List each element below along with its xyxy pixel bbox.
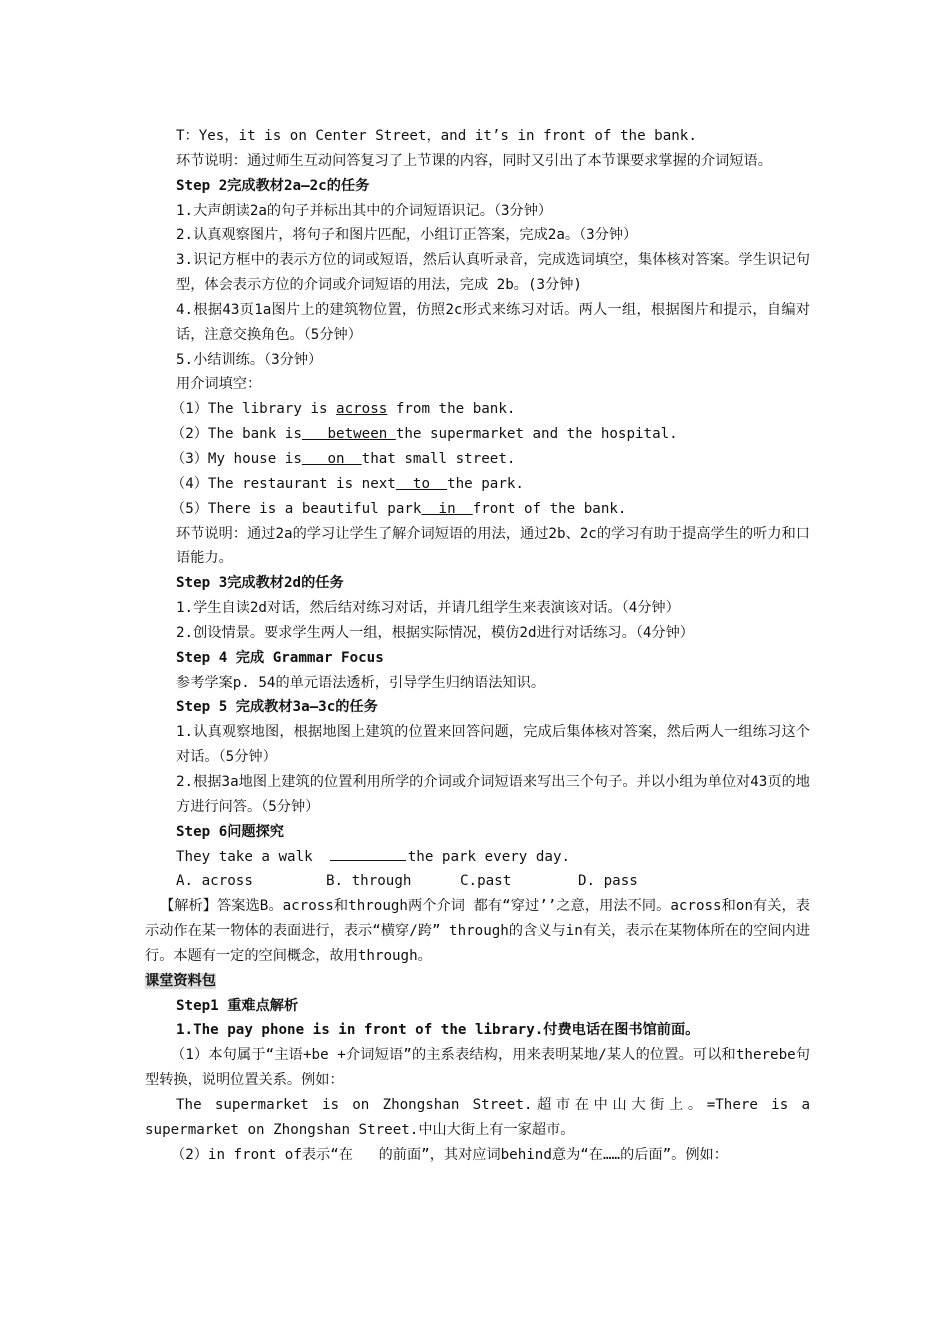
exercise-answer: to: [395, 475, 448, 492]
key-sentence: 1.The pay phone is in front of the library.付费电话在图书馆前面。: [176, 1022, 700, 1039]
step-item: 2.根据3a地图上建筑的位置利用所学的介词或介词短语来写出三个句子。并以小组为单位对43页的地方进行问答。（5分钟）: [176, 773, 810, 815]
explanation-paragraph: （2）in front of表示“在 的前面”，其对应词behind意为“在……的后面”。例如：: [171, 1146, 728, 1163]
explanation-paragraph: （1）本句属于“主语+be +介词短语”的主系表结构，用来表明某地/某人的位置。可以和therebe句型转换，说明位置关系。例如：: [145, 1047, 810, 1089]
exercise-text: front of the bank.: [472, 500, 627, 517]
step-item: 5.小结训练。（3分钟）: [176, 351, 323, 368]
exercise-item: [145, 397, 810, 422]
step-heading: Step 5 完成教材3a—3c的任务: [176, 699, 378, 716]
step-item: 1.大声朗读2a的句子并标出其中的介词短语识记。（3分钟）: [176, 202, 553, 219]
question-text: the park every day.: [407, 849, 571, 866]
exercise-instruction: 用介词填空：: [176, 376, 262, 393]
exercise-text: （4）The restaurant is next: [171, 475, 396, 492]
exercise-answer: across: [336, 401, 388, 418]
exercise-text: （1）The library is: [171, 401, 337, 418]
exercise-item: [145, 497, 810, 522]
option-c: C.past: [460, 873, 512, 890]
exercise-answer: on: [301, 450, 362, 467]
step-heading: Step 3完成教材2d的任务: [176, 575, 344, 592]
exercise-text: that small street.: [361, 450, 516, 467]
section-note: 环节说明：通过2a的学习让学生了解介词短语的用法，通过2b、2c的学习有助于提高学生的听力和口语能力。: [176, 525, 810, 567]
exercise-text: the park.: [447, 475, 524, 492]
step-item: 4.根据43页1a图片上的建筑物位置，仿照2c形式来练习对话。两人一组，根据图片和提示，自编对话，注意交换角色。（5分钟）: [176, 301, 810, 343]
resource-pack-heading: [145, 969, 810, 994]
option-b: B. through: [326, 873, 412, 890]
exercise-item: [145, 422, 810, 447]
exercise-item: [145, 447, 810, 472]
highlighted-heading: 课堂资料包: [145, 972, 216, 989]
question-options: [145, 869, 810, 894]
document-page: [145, 124, 810, 1167]
question-stem: [145, 844, 810, 869]
step-heading: Step 6问题探究: [176, 823, 284, 840]
exercise-text: from the bank.: [387, 401, 516, 418]
analysis-paragraph: 【解析】答案选B。across和through两个介词 都有“穿过’’之意，用法不同。across和on有关，表示动作在某一物体的表面进行，表示“横穿/跨” through的含义与in有关，表示在某物体所在的空间内进行。本题有一定的空间概念，故用through。: [145, 898, 810, 964]
option-d: D. pass: [578, 873, 638, 890]
step-item: 1.学生自读2d对话，然后结对练习对话，并请几组学生来表演该对话。（4分钟）: [176, 600, 680, 617]
exercise-text: （2）The bank is: [171, 426, 302, 443]
answer-blank: [330, 844, 406, 861]
exercise-item: [145, 472, 810, 497]
option-a: A. across: [176, 873, 253, 890]
step-item: 2.认真观察图片，将句子和图片匹配，小组订正答案，完成2a。（3分钟）: [176, 227, 638, 244]
step-item: 参考学案p. 54的单元语法透析，引导学生归纳语法知识。: [176, 674, 546, 691]
exercise-answer: in: [421, 500, 473, 517]
exercise-answer: between: [301, 426, 396, 443]
step-item: 1.认真观察地图，根据地图上建筑的位置来回答问题，完成后集体核对答案，然后两人一组练习这个对话。（5分钟）: [176, 724, 810, 766]
dialogue-line: T：Yes，it is on Center Street，and it’s in front of the bank.: [176, 128, 697, 144]
question-text: They take a walk: [176, 849, 330, 866]
step-heading: Step 4 完成 Grammar Focus: [176, 649, 384, 666]
example-paragraph: The supermarket is on Zhongshan Street.超市在中山大街上。=There is a supermarket on Zhongshan Street.中山大街上有一家超市。: [145, 1096, 810, 1138]
step-heading: Step1 重难点解析: [176, 997, 299, 1014]
exercise-text: the supermarket and the hospital.: [395, 426, 678, 443]
section-note: 环节说明：通过师生互动问答复习了上节课的内容，同时又引出了本节课要求掌握的介词短语。: [176, 152, 772, 169]
step-item: 3.识记方框中的表示方位的词或短语，然后认真听录音，完成选词填空，集体核对答案。学生识记句型，体会表示方位的介词或介词短语的用法，完成 2b。(3分钟): [176, 252, 810, 294]
exercise-text: （3）My house is: [171, 450, 302, 467]
step-heading: Step 2完成教材2a—2c的任务: [176, 177, 370, 194]
exercise-text: （5）There is a beautiful park: [171, 500, 422, 517]
step-item: 2.创设情景。要求学生两人一组，根据实际情况，模仿2d进行对话练习。（4分钟）: [176, 624, 694, 641]
